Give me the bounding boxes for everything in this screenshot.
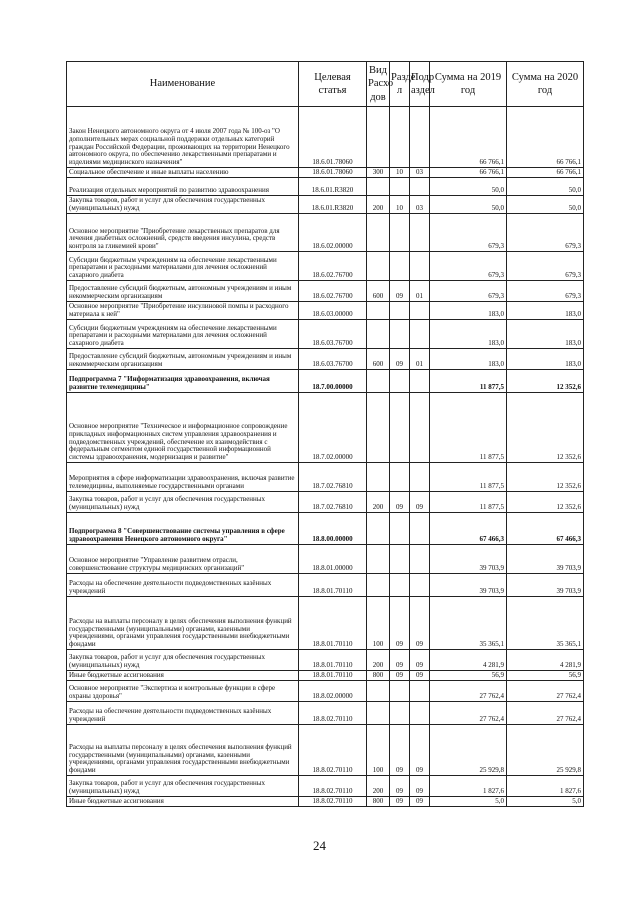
cell-target: 18.6.03.00000 xyxy=(299,302,367,320)
header-target: Целевая статья xyxy=(299,62,367,107)
cell-name: Иные бюджетные ассигнования xyxy=(67,797,299,807)
table-row xyxy=(67,370,584,393)
cell-sum-2019: 183,0 xyxy=(430,320,507,349)
cell-exp-type xyxy=(367,252,390,281)
cell-sum-2020: 12 352,6 xyxy=(507,393,584,463)
cell-sum-2019: 50,0 xyxy=(430,196,507,214)
cell-section xyxy=(390,513,410,545)
cell-exp-type xyxy=(367,302,390,320)
cell-subsection: 01 xyxy=(410,349,430,370)
cell-subsection xyxy=(410,302,430,320)
cell-target: 18.7.02.00000 xyxy=(299,393,367,463)
cell-target: 18.8.00.00000 xyxy=(299,513,367,545)
cell-section xyxy=(390,574,410,597)
cell-sum-2019: 67 466,3 xyxy=(430,513,507,545)
cell-subsection: 09 xyxy=(410,725,430,776)
cell-section: 09 xyxy=(390,349,410,370)
cell-section xyxy=(390,681,410,702)
cell-subsection: 09 xyxy=(410,776,430,797)
cell-section: 09 xyxy=(390,797,410,807)
cell-sum-2020: 39 703,9 xyxy=(507,574,584,597)
cell-subsection: 09 xyxy=(410,650,430,671)
cell-sum-2019: 679,3 xyxy=(430,214,507,252)
cell-sum-2019: 183,0 xyxy=(430,349,507,370)
cell-sum-2019: 4 281,9 xyxy=(430,650,507,671)
cell-sum-2020: 183,0 xyxy=(507,349,584,370)
cell-section xyxy=(390,302,410,320)
cell-sum-2019: 679,3 xyxy=(430,252,507,281)
cell-target: 18.6.02.76700 xyxy=(299,281,367,302)
header-name: Наименование xyxy=(67,62,299,107)
table-row xyxy=(67,178,584,196)
cell-section: 09 xyxy=(390,650,410,671)
cell-name: Мероприятия в сфере информатизации здравоохранения, включая развитие телемедицины, выполняемые государственными органами xyxy=(67,463,299,492)
table-row xyxy=(67,513,584,545)
cell-target: 18.6.03.76700 xyxy=(299,320,367,349)
cell-exp-type xyxy=(367,574,390,597)
cell-subsection: 09 xyxy=(410,671,430,681)
table-row xyxy=(67,725,584,776)
cell-subsection xyxy=(410,393,430,463)
cell-sum-2019: 50,0 xyxy=(430,178,507,196)
table-row xyxy=(67,214,584,252)
cell-section: 10 xyxy=(390,196,410,214)
table-row xyxy=(67,671,584,681)
cell-exp-type xyxy=(367,214,390,252)
table-row xyxy=(67,393,584,463)
cell-subsection xyxy=(410,320,430,349)
cell-section xyxy=(390,702,410,725)
cell-sum-2019: 183,0 xyxy=(430,302,507,320)
cell-sum-2020: 25 929,8 xyxy=(507,725,584,776)
table-row xyxy=(67,492,584,513)
cell-subsection xyxy=(410,370,430,393)
cell-name: Расходы на обеспечение деятельности подведомственных казённых учреждений xyxy=(67,702,299,725)
cell-section: 09 xyxy=(390,776,410,797)
cell-sum-2019: 11 877,5 xyxy=(430,370,507,393)
cell-subsection xyxy=(410,702,430,725)
cell-target: 18.6.02.00000 xyxy=(299,214,367,252)
cell-section xyxy=(390,178,410,196)
cell-name: Подпрограмма 8 "Совершенствование системы управления в сфере здравоохранения Ненецкого автономного округа" xyxy=(67,513,299,545)
cell-target: 18.8.01.70110 xyxy=(299,597,367,650)
cell-sum-2020: 679,3 xyxy=(507,214,584,252)
cell-name: Основное мероприятие "Приобретение лекарственных препаратов для лечения диабетных осложнений, средств введения инсулина, средств контроля за гликемией крови" xyxy=(67,214,299,252)
cell-section xyxy=(390,320,410,349)
table-row xyxy=(67,168,584,178)
header-exp-type: Вид Расхо дов xyxy=(367,62,390,107)
cell-sum-2019: 66 766,1 xyxy=(430,107,507,168)
cell-name: Основное мероприятие "Экспертиза и контрольные функции в сфере охраны здоровья" xyxy=(67,681,299,702)
cell-target: 18.6.01.78060 xyxy=(299,168,367,178)
table-row xyxy=(67,797,584,807)
cell-exp-type xyxy=(367,681,390,702)
cell-target: 18.8.02.00000 xyxy=(299,681,367,702)
cell-section: 09 xyxy=(390,281,410,302)
cell-exp-type xyxy=(367,370,390,393)
table-row xyxy=(67,281,584,302)
cell-sum-2020: 56,9 xyxy=(507,671,584,681)
cell-sum-2020: 183,0 xyxy=(507,320,584,349)
cell-exp-type: 800 xyxy=(367,671,390,681)
cell-target: 18.6.02.76700 xyxy=(299,252,367,281)
cell-sum-2019: 27 762,4 xyxy=(430,702,507,725)
header-sum-2020: Сумма на 2020 год xyxy=(507,62,584,107)
cell-exp-type: 800 xyxy=(367,797,390,807)
header-section: Разде л xyxy=(390,62,410,107)
cell-target: 18.6.01.R3820 xyxy=(299,178,367,196)
table-row xyxy=(67,574,584,597)
cell-sum-2019: 679,3 xyxy=(430,281,507,302)
cell-exp-type: 600 xyxy=(367,281,390,302)
table-row xyxy=(67,252,584,281)
cell-section xyxy=(390,252,410,281)
cell-sum-2020: 50,0 xyxy=(507,178,584,196)
table-row xyxy=(67,320,584,349)
cell-target: 18.6.01.R3820 xyxy=(299,196,367,214)
cell-subsection: 09 xyxy=(410,797,430,807)
cell-section xyxy=(390,370,410,393)
cell-subsection: 03 xyxy=(410,168,430,178)
cell-sum-2020: 12 352,6 xyxy=(507,463,584,492)
cell-exp-type xyxy=(367,393,390,463)
cell-sum-2019: 25 929,8 xyxy=(430,725,507,776)
cell-exp-type xyxy=(367,107,390,168)
cell-exp-type xyxy=(367,178,390,196)
cell-sum-2020: 12 352,6 xyxy=(507,370,584,393)
cell-name: Предоставление субсидий бюджетным, автономным учреждениям и иным некоммерческим организациям xyxy=(67,281,299,302)
cell-subsection: 09 xyxy=(410,597,430,650)
cell-exp-type: 100 xyxy=(367,597,390,650)
cell-target: 18.8.02.70110 xyxy=(299,797,367,807)
cell-sum-2019: 11 877,5 xyxy=(430,492,507,513)
cell-sum-2019: 5,0 xyxy=(430,797,507,807)
table-header-row xyxy=(67,62,584,107)
cell-exp-type: 200 xyxy=(367,196,390,214)
cell-exp-type xyxy=(367,320,390,349)
cell-exp-type xyxy=(367,513,390,545)
cell-subsection: 01 xyxy=(410,281,430,302)
document-page xyxy=(66,61,583,807)
cell-subsection xyxy=(410,214,430,252)
cell-sum-2020: 679,3 xyxy=(507,281,584,302)
cell-sum-2020: 12 352,6 xyxy=(507,492,584,513)
page-number: 24 xyxy=(313,838,326,853)
table-row xyxy=(67,349,584,370)
cell-sum-2020: 66 766,1 xyxy=(507,107,584,168)
cell-sum-2020: 35 365,1 xyxy=(507,597,584,650)
cell-target: 18.8.01.70110 xyxy=(299,574,367,597)
cell-target: 18.8.01.00000 xyxy=(299,545,367,574)
cell-sum-2019: 35 365,1 xyxy=(430,597,507,650)
cell-subsection: 09 xyxy=(410,492,430,513)
cell-subsection xyxy=(410,574,430,597)
cell-sum-2020: 66 766,1 xyxy=(507,168,584,178)
cell-sum-2020: 1 827,6 xyxy=(507,776,584,797)
table-row xyxy=(67,681,584,702)
budget-table xyxy=(66,61,584,807)
table-body xyxy=(67,107,584,807)
cell-exp-type xyxy=(367,545,390,574)
cell-name: Субсидии бюджетным учреждениям на обеспечение лекарственными препаратами и расходными материалами для лечения осложнений сахарного диабета xyxy=(67,320,299,349)
cell-name: Основное мероприятие "Управление развитием отрасли, совершенствование структуры медицинских организаций" xyxy=(67,545,299,574)
cell-target: 18.6.03.76700 xyxy=(299,349,367,370)
table-row xyxy=(67,650,584,671)
cell-section xyxy=(390,545,410,574)
cell-section: 09 xyxy=(390,597,410,650)
cell-subsection: 03 xyxy=(410,196,430,214)
cell-sum-2019: 39 703,9 xyxy=(430,574,507,597)
cell-sum-2019: 27 762,4 xyxy=(430,681,507,702)
cell-sum-2019: 56,9 xyxy=(430,671,507,681)
cell-name: Иные бюджетные ассигнования xyxy=(67,671,299,681)
cell-section: 09 xyxy=(390,671,410,681)
cell-sum-2020: 27 762,4 xyxy=(507,702,584,725)
cell-target: 18.7.02.76810 xyxy=(299,492,367,513)
cell-name: Социальное обеспечение и иные выплаты населению xyxy=(67,168,299,178)
cell-name: Основное мероприятие "Приобретение инсулиновой помпы и расходного материала к ней" xyxy=(67,302,299,320)
cell-name: Субсидии бюджетным учреждениям на обеспечение лекарственными препаратами и расходными материалами для лечения осложнений сахарного диабета xyxy=(67,252,299,281)
cell-sum-2020: 39 703,9 xyxy=(507,545,584,574)
cell-section xyxy=(390,214,410,252)
cell-sum-2020: 50,0 xyxy=(507,196,584,214)
table-row xyxy=(67,107,584,168)
cell-exp-type xyxy=(367,463,390,492)
cell-sum-2020: 183,0 xyxy=(507,302,584,320)
cell-subsection xyxy=(410,107,430,168)
cell-target: 18.8.01.70110 xyxy=(299,671,367,681)
cell-sum-2019: 39 703,9 xyxy=(430,545,507,574)
cell-section xyxy=(390,393,410,463)
cell-name: Расходы на обеспечение деятельности подведомственных казённых учреждений xyxy=(67,574,299,597)
cell-exp-type: 200 xyxy=(367,492,390,513)
table-row xyxy=(67,302,584,320)
table-row xyxy=(67,545,584,574)
cell-exp-type: 200 xyxy=(367,776,390,797)
cell-exp-type: 300 xyxy=(367,168,390,178)
cell-subsection xyxy=(410,252,430,281)
table-row xyxy=(67,776,584,797)
cell-exp-type: 600 xyxy=(367,349,390,370)
cell-target: 18.8.01.70110 xyxy=(299,650,367,671)
cell-target: 18.8.02.70110 xyxy=(299,776,367,797)
cell-section: 09 xyxy=(390,492,410,513)
cell-name: Реализация отдельных мероприятий по развитию здравоохранения xyxy=(67,178,299,196)
table-row xyxy=(67,597,584,650)
cell-name: Расходы на выплаты персоналу в целях обеспечения выполнения функций государственными (муниципальными) органами, казенными учреждениями, органами управления государственными внебюджетными фондами xyxy=(67,725,299,776)
cell-subsection xyxy=(410,545,430,574)
table-row xyxy=(67,702,584,725)
cell-section: 09 xyxy=(390,725,410,776)
table-row xyxy=(67,463,584,492)
cell-sum-2020: 67 466,3 xyxy=(507,513,584,545)
cell-exp-type: 200 xyxy=(367,650,390,671)
cell-name: Подпрограмма 7 "Информатизация здравоохранения, включая развитие телемедицины" xyxy=(67,370,299,393)
cell-section xyxy=(390,107,410,168)
cell-name: Закон Ненецкого автономного округа от 4 июля 2007 года № 100-оз "О дополнительных мерах социальной поддержки отдельных категорий граждан Российской Федерации, проживающих на территории Ненецкого автономного округа, по обеспечению лекарственными препаратами и изделиями медицинского назначения" xyxy=(67,107,299,168)
cell-sum-2019: 1 827,6 xyxy=(430,776,507,797)
cell-name: Предоставление субсидий бюджетным, автономным учреждениям и иным некоммерческим организациям xyxy=(67,349,299,370)
cell-sum-2020: 679,3 xyxy=(507,252,584,281)
cell-exp-type xyxy=(367,702,390,725)
cell-subsection xyxy=(410,513,430,545)
cell-section xyxy=(390,463,410,492)
cell-name: Закупка товаров, работ и услуг для обеспечения государственных (муниципальных) нужд xyxy=(67,196,299,214)
cell-name: Закупка товаров, работ и услуг для обеспечения государственных (муниципальных) нужд xyxy=(67,492,299,513)
cell-subsection xyxy=(410,463,430,492)
cell-target: 18.8.02.70110 xyxy=(299,725,367,776)
cell-sum-2020: 5,0 xyxy=(507,797,584,807)
cell-name: Расходы на выплаты персоналу в целях обеспечения выполнения функций государственными (муниципальными) органами, казенными учреждениями, органами управления государственными внебюджетными фондами xyxy=(67,597,299,650)
cell-exp-type: 100 xyxy=(367,725,390,776)
cell-name: Закупка товаров, работ и услуг для обеспечения государственных (муниципальных) нужд xyxy=(67,776,299,797)
cell-section: 10 xyxy=(390,168,410,178)
cell-sum-2019: 11 877,5 xyxy=(430,463,507,492)
cell-subsection xyxy=(410,681,430,702)
cell-name: Закупка товаров, работ и услуг для обеспечения государственных (муниципальных) нужд xyxy=(67,650,299,671)
cell-target: 18.8.02.70110 xyxy=(299,702,367,725)
cell-sum-2020: 27 762,4 xyxy=(507,681,584,702)
table-row xyxy=(67,196,584,214)
cell-target: 18.7.00.00000 xyxy=(299,370,367,393)
cell-sum-2020: 4 281,9 xyxy=(507,650,584,671)
cell-target: 18.7.02.76810 xyxy=(299,463,367,492)
cell-target: 18.6.01.78060 xyxy=(299,107,367,168)
cell-name: Основное мероприятие "Техническое и информационное сопровождение прикладных информационных систем управления здравоохранения и подведомственных учреждений, обеспечение их взаимодействия с федеральным сегментом единой государственной информационной системы здравоохранения, модернизация и развитие" xyxy=(67,393,299,463)
cell-sum-2019: 66 766,1 xyxy=(430,168,507,178)
header-subsection: Подр аздел xyxy=(410,62,430,107)
cell-sum-2019: 11 877,5 xyxy=(430,393,507,463)
cell-subsection xyxy=(410,178,430,196)
header-sum-2019: Сумма на 2019 год xyxy=(430,62,507,107)
